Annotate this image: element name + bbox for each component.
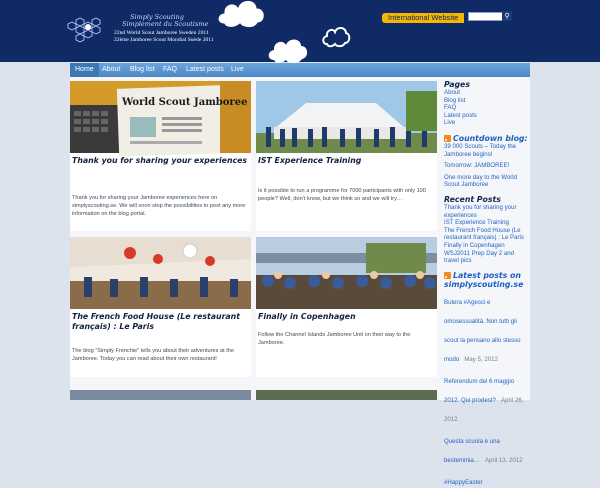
pages-widget-title: Pages (444, 80, 470, 89)
site-logo[interactable] (68, 12, 214, 48)
logo-event-en: 22nd World Scout Jamboree Sweden 2011 (114, 30, 209, 36)
latest-post-date: April 13, 2012 (485, 456, 523, 464)
newspaper-keyboard-image (70, 81, 251, 153)
latest-post-item (444, 428, 530, 466)
nav-item-blog-list[interactable]: Blog list (130, 66, 155, 73)
post-title[interactable]: Thank you for sharing your experiences (72, 156, 248, 165)
post-excerpt: Follow the Channel Islands Jamboree Unit on their way to the Jamboree. (258, 332, 411, 346)
countdown-widget-title[interactable] (444, 134, 530, 143)
sidebar-page-about[interactable]: About (444, 89, 460, 96)
post-excerpt: Thank you for sharing your Jamboree experiences here on simplyscouting.se. We will soon stop the possibilities to post any more information on the blog portal. (72, 195, 246, 217)
post-card[interactable] (256, 237, 437, 377)
post-card[interactable] (70, 81, 251, 231)
restaurant-tent-image (70, 237, 251, 309)
post-card[interactable] (256, 81, 437, 231)
rss-icon[interactable] (444, 272, 451, 279)
post-title[interactable]: IST Experience Training (258, 156, 362, 165)
nav-item-latest-posts[interactable]: Latest posts (186, 66, 224, 73)
sidebar-page-live[interactable]: Live (444, 119, 456, 127)
sidebar-page-blog-list[interactable]: Blog list (444, 96, 466, 104)
latest-post-date: May 5, 2012 (464, 355, 498, 363)
recent-post-link[interactable]: Thank you for sharing your experiences (444, 203, 517, 219)
recent-post-link[interactable]: The French Food House (Le restaurant français) : Le Paris (444, 226, 524, 242)
nav-item-home[interactable]: Home (70, 63, 99, 77)
nav-item-faq[interactable]: FAQ (163, 66, 178, 73)
main-navigation (70, 63, 530, 77)
post-excerpt: The blog “Simply Frenchie” tells you about their adventures at the Jamboree. Today you can read about their own restaurant! (72, 348, 234, 362)
post-title[interactable]: Finally in Copenhagen (258, 312, 356, 321)
post-card[interactable] (70, 390, 251, 400)
latest-posts-widget-title[interactable] (444, 271, 530, 289)
cloud-decoration-icon (322, 24, 350, 48)
post-excerpt: Is it possible to run a programme for 7000 participants with only 100 people? Well, don’t know, but we think so and we will try… (258, 188, 426, 202)
latest-post-link[interactable]: Butera #Agesci e omosessualità. Non tutti gli scout la pensano allo stesso modo (444, 298, 521, 363)
logo-tagline-fr: Simplement du Scoutisme (122, 20, 209, 28)
logo-tagline-en: Simply Scouting (130, 13, 184, 21)
countdown-item[interactable]: One more day to the World Scout Jamboree (444, 173, 518, 189)
site-header (0, 0, 600, 62)
recent-post-link[interactable]: IST Experience Training (444, 219, 509, 227)
latest-post-item (444, 368, 530, 425)
sidebar-page-latest-posts[interactable]: Latest posts (444, 111, 477, 119)
cloud-decoration-icon (266, 34, 310, 64)
recent-post-link[interactable]: WSJ2011 Prep Day 2 and travel pics (444, 249, 515, 265)
post-card[interactable] (70, 237, 251, 377)
countdown-item[interactable]: 39 000 Scouts – Today the Jamboree begins! (444, 142, 517, 158)
tent-crowd-image (256, 81, 437, 153)
post-thumbnail[interactable] (70, 81, 251, 153)
post-thumbnail[interactable] (256, 81, 437, 153)
post-thumbnail[interactable] (256, 237, 437, 309)
latest-post-item (444, 469, 530, 488)
cloud-decoration-icon (214, 0, 268, 32)
recent-post-link[interactable]: Finally in Copenhagen (444, 241, 505, 249)
recent-posts-title: Recent Posts (444, 194, 501, 204)
post-title[interactable]: The French Food House (Le restaurant français) : Le Paris (72, 312, 240, 331)
sidebar-page-faq[interactable]: FAQ (444, 104, 457, 112)
search-icon[interactable]: ⚲ (502, 11, 512, 21)
nav-item-about[interactable]: About (102, 66, 121, 73)
countdown-item[interactable]: Tomorrow: JAMBOREE! (444, 162, 510, 170)
latest-post-item (444, 289, 530, 365)
hexagon-logo-icon (68, 12, 114, 48)
latest-post-link[interactable]: Questa scuola è una bestemmia… (444, 437, 500, 464)
thumbnail-headline: World Scout Jamboree (122, 97, 248, 108)
latest-post-date: April 26, 2012 (444, 396, 524, 423)
logo-event-fr: 22ème Jamboree Scout Mondial Suède 2011 (114, 37, 214, 43)
sidebar (444, 80, 530, 486)
post-thumbnail[interactable] (70, 237, 251, 309)
latest-posts-title-text: Latest posts on simplyscouting.se (444, 270, 524, 289)
nav-item-live[interactable]: Live (231, 66, 244, 73)
latest-post-link[interactable]: Referendum del 6 maggio 2012. Qui prodest? (444, 377, 515, 404)
copenhagen-crowd-image (256, 237, 437, 309)
international-website-button[interactable]: International Website (382, 13, 464, 23)
rss-icon[interactable] (444, 135, 451, 142)
latest-post-link[interactable]: #HappyEaster (444, 478, 483, 486)
countdown-title-text: Countdown blog: (453, 133, 528, 143)
post-card[interactable] (256, 390, 437, 400)
